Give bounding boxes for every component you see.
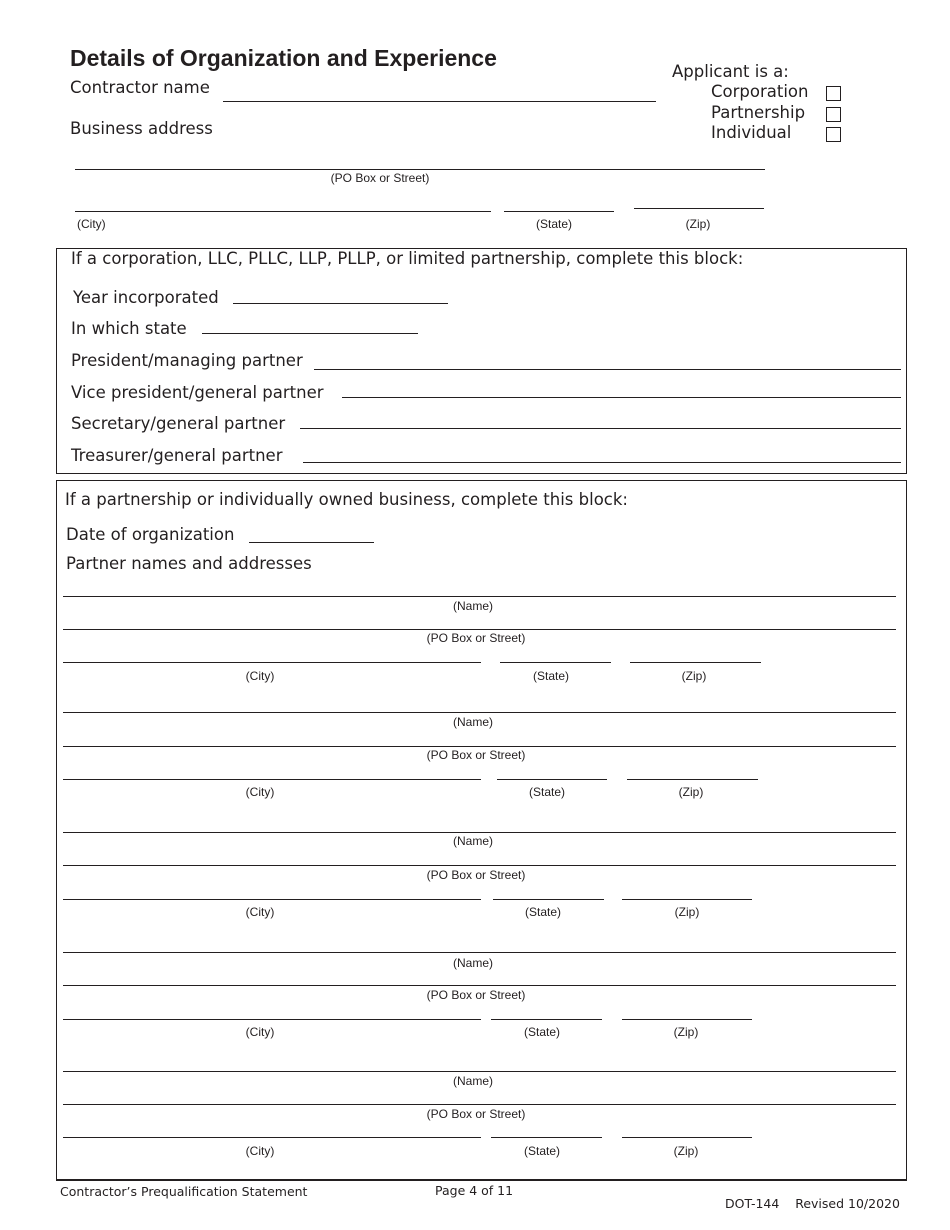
state-caption: (State)	[523, 1144, 561, 1158]
city-caption: (City)	[245, 1144, 275, 1158]
name-caption: (Name)	[452, 599, 494, 613]
partner-3-state-field[interactable]	[493, 899, 604, 900]
partner-4-zip-field[interactable]	[622, 1019, 752, 1020]
name-caption: (Name)	[452, 1074, 494, 1088]
zip-caption: (Zip)	[673, 1144, 699, 1158]
option-partnership-label: Partnership	[711, 103, 806, 122]
secretary-label: Secretary/general partner	[71, 414, 286, 433]
partner-2-street-field[interactable]	[63, 746, 896, 747]
contractor-name-label: Contractor name	[70, 78, 210, 97]
partner-4-city-field[interactable]	[63, 1019, 481, 1020]
partner-2-city-field[interactable]	[63, 779, 481, 780]
business-city-field[interactable]	[75, 211, 491, 212]
street-caption: (PO Box or Street)	[426, 748, 526, 762]
partner-1-street-field[interactable]	[63, 629, 896, 630]
partner-4-name-field[interactable]	[63, 952, 896, 953]
zip-caption: (Zip)	[673, 1025, 699, 1039]
name-caption: (Name)	[452, 715, 494, 729]
year-incorporated-label: Year incorporated	[73, 288, 219, 307]
partner-5-zip-field[interactable]	[622, 1137, 752, 1138]
partner-5-city-field[interactable]	[63, 1137, 481, 1138]
partner-5-name-field[interactable]	[63, 1071, 896, 1072]
vice-president-field[interactable]	[342, 397, 901, 398]
treasurer-field[interactable]	[303, 462, 901, 463]
secretary-field[interactable]	[300, 428, 901, 429]
partner-4-street-field[interactable]	[63, 985, 896, 986]
partner-1-name-field[interactable]	[63, 596, 896, 597]
state-caption: (State)	[524, 905, 562, 919]
partner-3-city-field[interactable]	[63, 899, 481, 900]
form-revision: DOT-144 Revised 10/2020	[725, 1196, 900, 1211]
footer-form-title: Contractor’s Prequalification Statement	[60, 1184, 308, 1199]
date-of-organization-label: Date of organization	[66, 525, 235, 544]
option-individual-label: Individual	[711, 123, 792, 142]
partnership-checkbox[interactable]	[826, 107, 841, 122]
in-which-state-field[interactable]	[202, 333, 418, 334]
date-of-organization-field[interactable]	[249, 542, 374, 543]
business-state-field[interactable]	[504, 211, 614, 212]
zip-caption: (Zip)	[678, 785, 704, 799]
individual-checkbox[interactable]	[826, 127, 841, 142]
zip-caption: (Zip)	[685, 217, 711, 231]
president-label: President/managing partner	[71, 351, 303, 370]
partner-4-state-field[interactable]	[491, 1019, 602, 1020]
state-caption: (State)	[532, 669, 570, 683]
street-caption: (PO Box or Street)	[426, 868, 526, 882]
city-caption: (City)	[245, 905, 275, 919]
partner-1-city-field[interactable]	[63, 662, 481, 663]
in-which-state-label: In which state	[71, 319, 187, 338]
partner-5-state-field[interactable]	[491, 1137, 602, 1138]
business-address-label: Business address	[70, 119, 213, 138]
business-street-field[interactable]	[75, 169, 765, 170]
state-caption: (State)	[535, 217, 573, 231]
state-caption: (State)	[528, 785, 566, 799]
applicant-type-label: Applicant is a:	[672, 62, 789, 81]
zip-caption: (Zip)	[681, 669, 707, 683]
street-caption: (PO Box or Street)	[426, 631, 526, 645]
treasurer-label: Treasurer/general partner	[71, 446, 283, 465]
corporation-block-heading: If a corporation, LLC, PLLC, LLP, PLLP, or limited partnership, complete this block:	[71, 249, 744, 268]
partner-3-name-field[interactable]	[63, 832, 896, 833]
partner-names-label: Partner names and addresses	[66, 554, 312, 573]
partnership-block-heading: If a partnership or individually owned business, complete this block:	[65, 490, 628, 509]
year-incorporated-field[interactable]	[233, 303, 448, 304]
city-caption: (City)	[245, 785, 275, 799]
partner-1-zip-field[interactable]	[630, 662, 761, 663]
street-caption: (PO Box or Street)	[426, 988, 526, 1002]
partner-3-zip-field[interactable]	[622, 899, 752, 900]
vice-president-label: Vice president/general partner	[71, 383, 324, 402]
city-caption: (City)	[77, 217, 106, 231]
page-number: Page 4 of 11	[435, 1183, 514, 1198]
state-caption: (State)	[523, 1025, 561, 1039]
contractor-name-field[interactable]	[223, 101, 656, 102]
partner-5-street-field[interactable]	[63, 1104, 896, 1105]
partner-2-name-field[interactable]	[63, 712, 896, 713]
president-field[interactable]	[314, 369, 901, 370]
business-zip-field[interactable]	[634, 208, 764, 209]
option-corporation-label: Corporation	[711, 82, 809, 101]
partner-3-street-field[interactable]	[63, 865, 896, 866]
zip-caption: (Zip)	[674, 905, 700, 919]
street-caption: (PO Box or Street)	[426, 1107, 526, 1121]
city-caption: (City)	[245, 1025, 275, 1039]
name-caption: (Name)	[452, 834, 494, 848]
name-caption: (Name)	[452, 956, 494, 970]
street-caption: (PO Box or Street)	[330, 171, 430, 185]
corporation-checkbox[interactable]	[826, 86, 841, 101]
partner-2-state-field[interactable]	[497, 779, 607, 780]
partner-2-zip-field[interactable]	[627, 779, 758, 780]
partner-1-state-field[interactable]	[500, 662, 611, 663]
page-title: Details of Organization and Experience	[70, 45, 497, 71]
city-caption: (City)	[245, 669, 275, 683]
